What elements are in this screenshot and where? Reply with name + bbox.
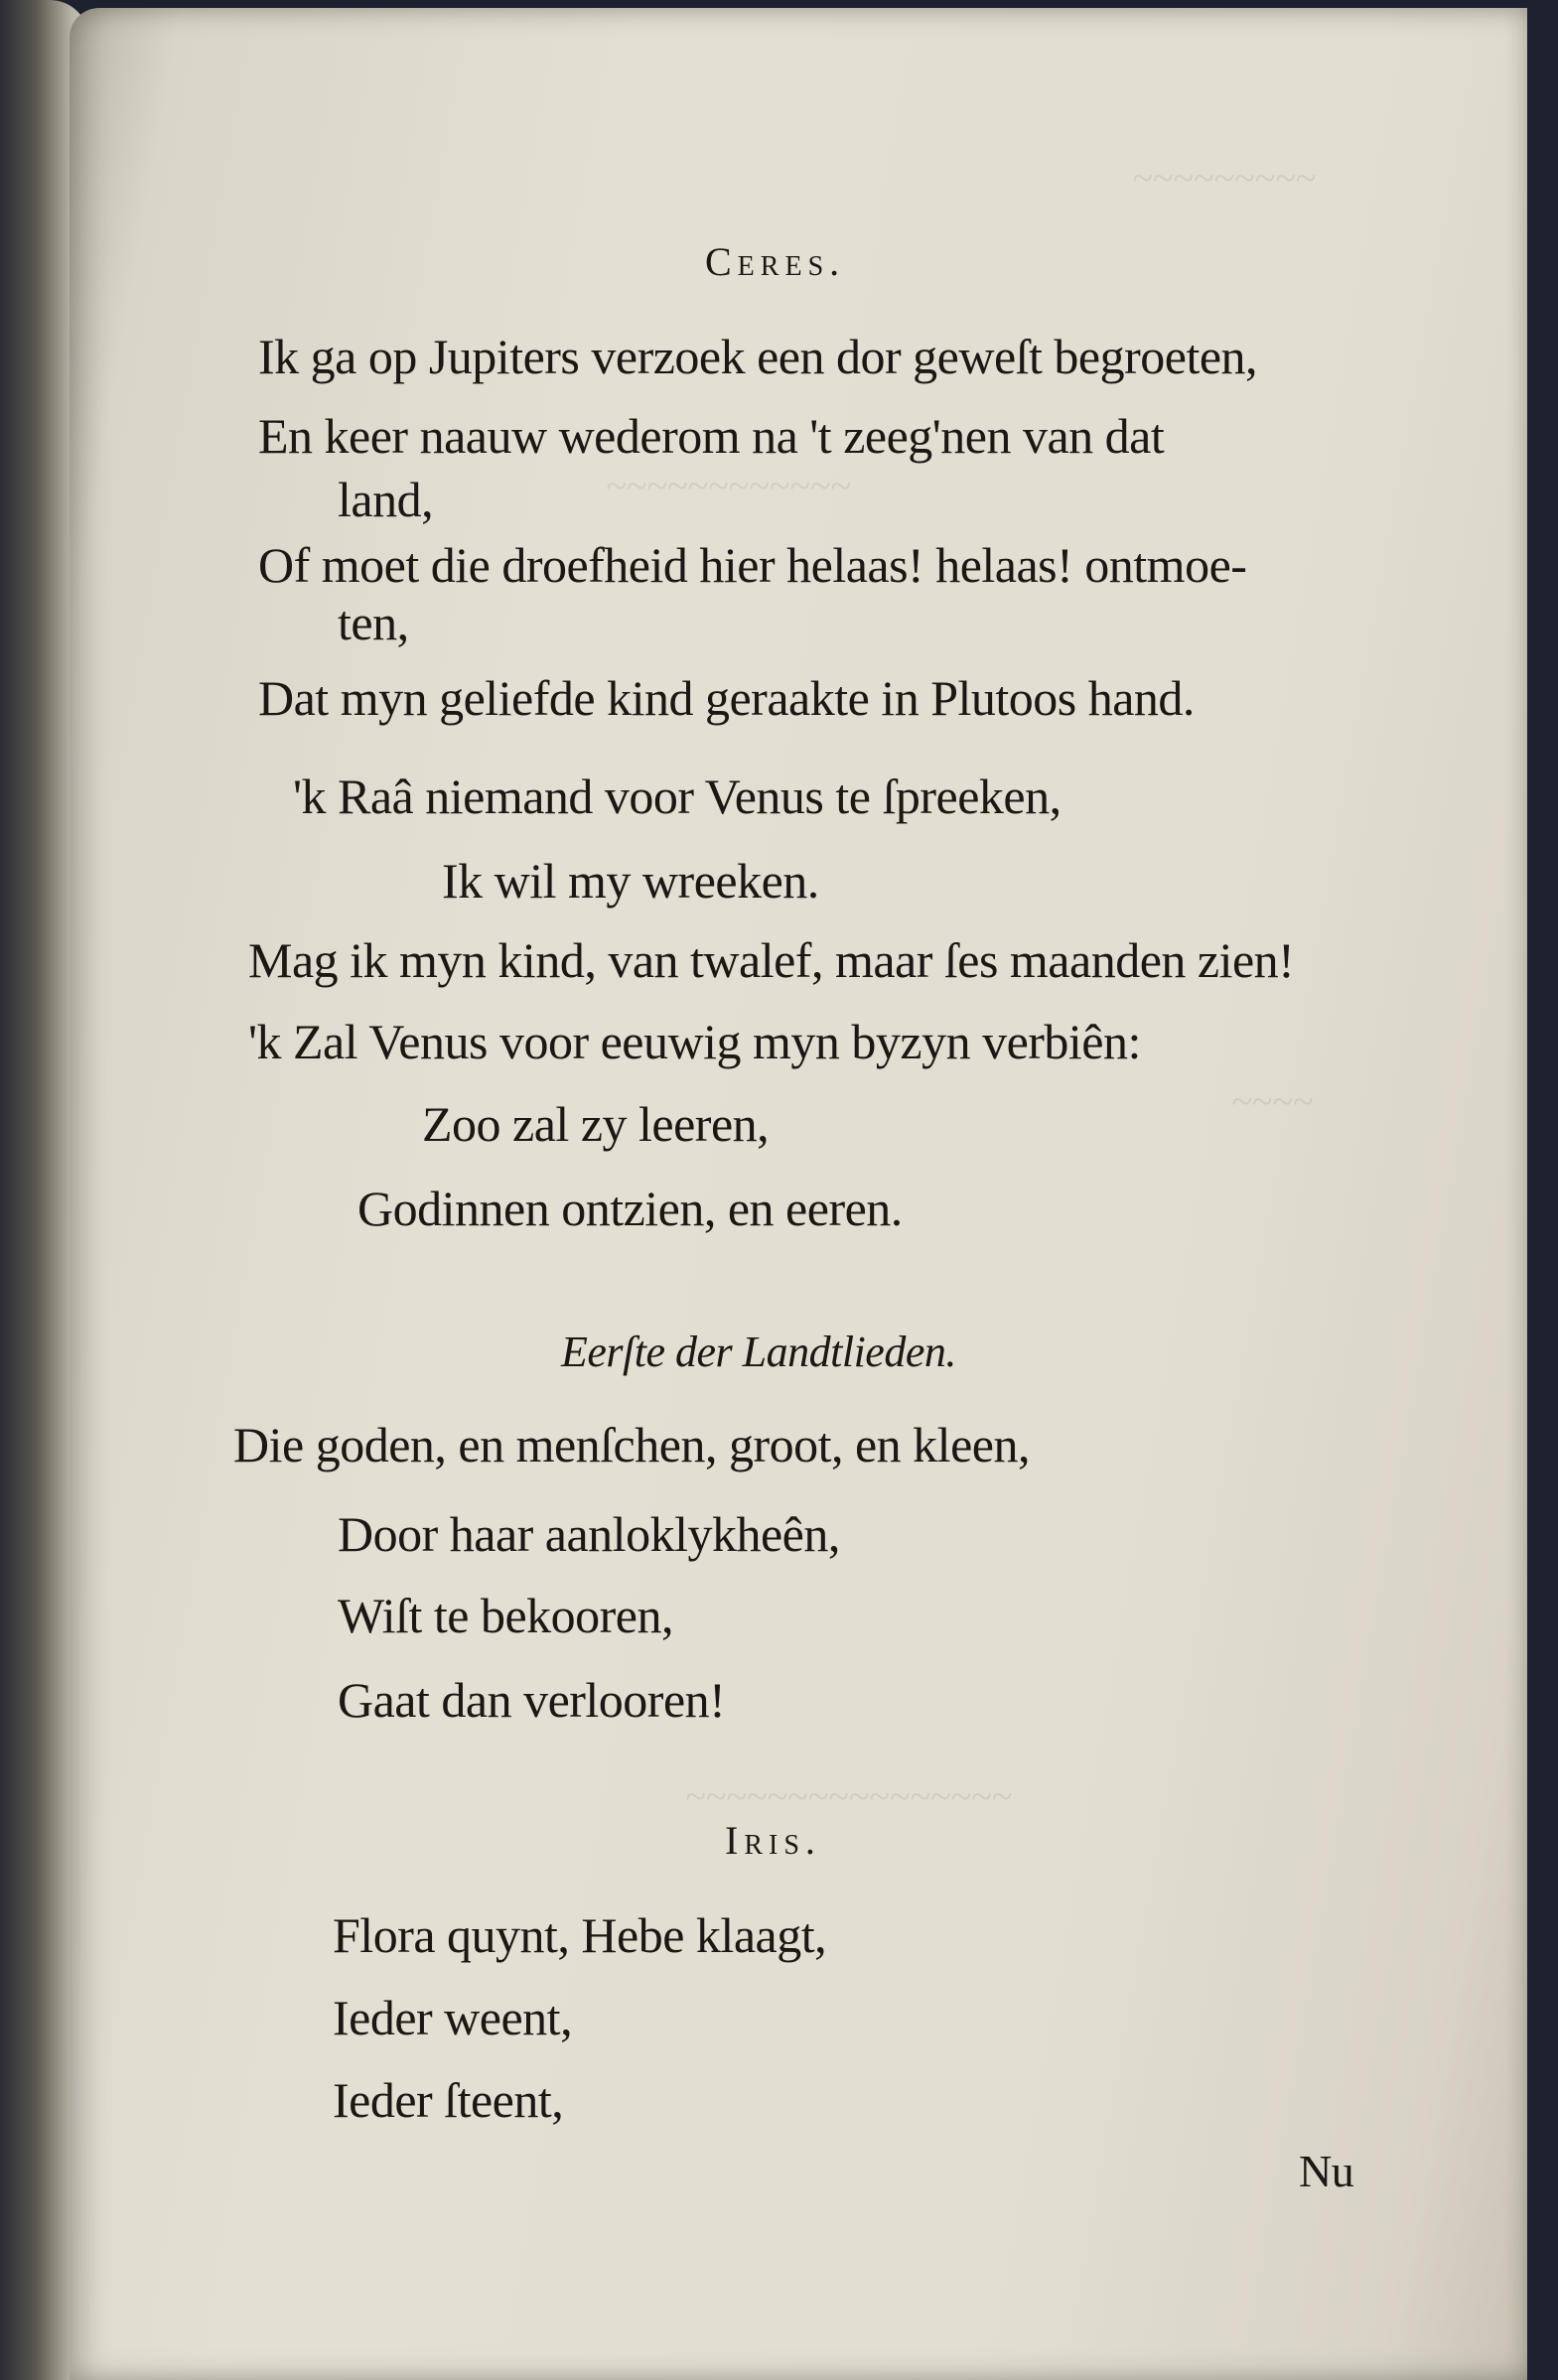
verse-line: land, [338,472,434,527]
verse-line: ten, [338,595,409,650]
book-page [70,8,1527,2380]
verse-line: Ieder weent, [333,1990,573,2045]
verse-line: Ik wil my wreeken. [442,853,819,909]
show-through-text: ~~~~~~~~~~~~~~~~ [685,1776,1012,1818]
verse-line: Zoo zal zy leeren, [422,1096,770,1152]
verse-line: Gaat dan verlooren! [338,1672,726,1728]
show-through-text: ~~~~~~~~~ [1132,158,1317,200]
speaker-heading-ceres: Ceres. [705,239,846,284]
verse-line: 'k Zal Venus voor eeuwig myn byzyn verbiên: [248,1014,1141,1069]
verse-line: Ieder ſteent, [333,2072,564,2128]
verse-line: Die goden, en menſchen, groot, en kleen, [233,1417,1030,1472]
verse-line: Flora quynt, Hebe klaagt, [333,1907,827,1963]
speaker-heading-iris: Iris. [725,1818,821,1863]
verse-line: 'k Raâ niemand voor Venus te ſpreeken, [293,769,1062,824]
verse-line: En keer naauw wederom na 't zeeg'nen van dat [258,408,1165,464]
verse-line: Mag ik myn kind, van twalef, maar ſes maanden zien! [248,932,1295,988]
verse-line: Of moet die droefheid hier helaas! helaas! ontmoe- [258,537,1247,593]
catchword: Nu [1299,2146,1354,2196]
verse-line: Door haar aanloklykheên, [338,1506,840,1562]
verse-line: Dat myn geliefde kind geraakte in Plutoos hand. [258,670,1195,726]
stage-heading-landtlieden: Eerſte der Landtlieden. [561,1328,956,1376]
show-through-text: ~~~~ [1231,1081,1314,1123]
verse-line: Wiſt te bekooren, [338,1588,673,1643]
verse-line: Godinnen ontzien, en eeren. [357,1181,903,1236]
show-through-text: ~~~~~~~~~~~~ [606,466,851,507]
verse-line: Ik ga op Jupiters verzoek een dor geweſt begroeten, [258,329,1258,384]
